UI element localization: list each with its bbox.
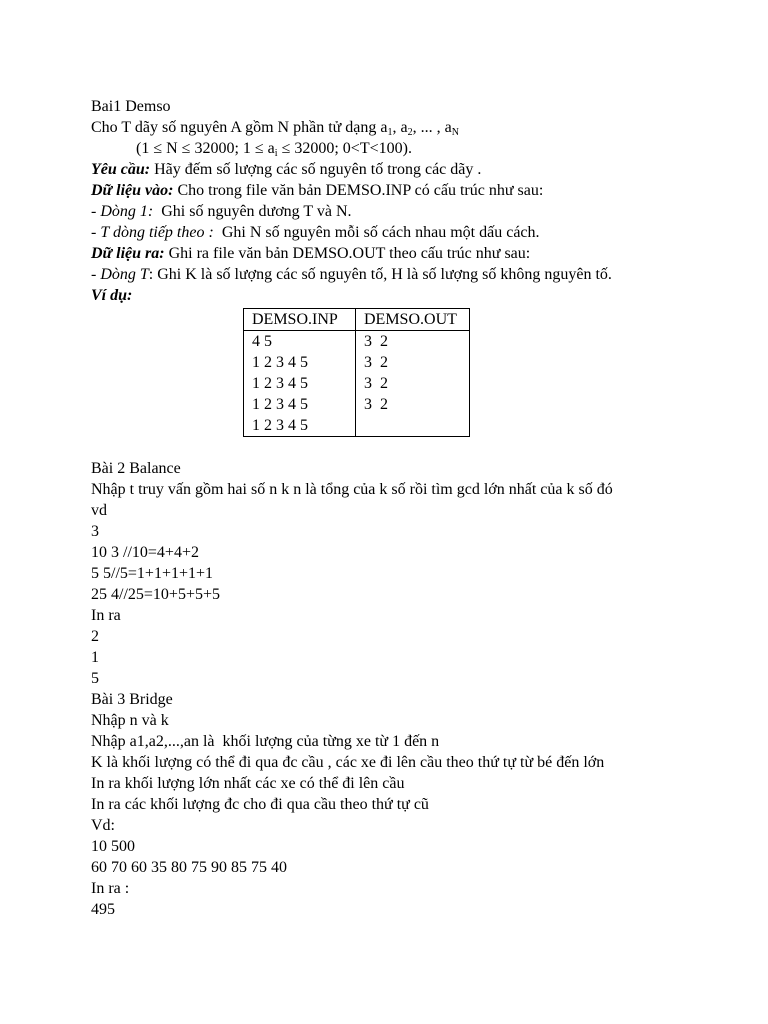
bai3-line: In ra các khối lượng đc cho đi qua cầu theo thứ tự cũ bbox=[91, 796, 429, 813]
bai1-input-spec: Dữ liệu vào: Cho trong file văn bản DEMSO.INP có cấu trúc như sau: bbox=[91, 182, 544, 199]
bai1-requirement: Yêu cầu: Hãy đếm số lượng các số nguyên tố trong các dãy . bbox=[91, 161, 482, 178]
inp-line: 1 2 3 4 5 bbox=[252, 417, 308, 434]
out-line: 3 2 bbox=[364, 375, 388, 392]
bai2-line: 2 bbox=[91, 628, 99, 645]
bai3-line: Nhập n và k bbox=[91, 712, 169, 729]
bai3-title: Bài 3 Bridge bbox=[91, 691, 173, 708]
table-header-inp: DEMSO.INP bbox=[244, 309, 356, 331]
inp-line: 1 2 3 4 5 bbox=[252, 396, 308, 413]
bai1-output-spec: Dữ liệu ra: Ghi ra file văn bản DEMSO.OUT theo cấu trúc như sau: bbox=[91, 245, 531, 262]
out-line: 3 2 bbox=[364, 354, 388, 371]
bai1-example-label: Ví dụ: bbox=[91, 287, 133, 304]
bai3-line: In ra : bbox=[91, 880, 130, 897]
bai1-input-line1: - Dòng 1: Ghi số nguyên dương T và N. bbox=[91, 203, 352, 220]
out-line: 3 2 bbox=[364, 396, 388, 413]
bai1-constraints: (1 ≤ N ≤ 32000; $1 \le a_i \le 32000$; 0<T<100). bbox=[136, 140, 412, 159]
bai2-line: vd bbox=[91, 502, 107, 519]
bai2-line: 5 5//5=1+1+1+1+1 bbox=[91, 565, 214, 582]
out-line: 3 2 bbox=[364, 333, 388, 350]
table-header-out: DEMSO.OUT bbox=[356, 309, 470, 331]
bai1-input-line2: - T dòng tiếp theo : Ghi N số nguyên mỗi số cách nhau một dấu cách. bbox=[91, 224, 540, 241]
bai3-line: Vd: bbox=[91, 817, 115, 834]
inp-line: 1 2 3 4 5 bbox=[252, 375, 308, 392]
bai3-line: 60 70 60 35 80 75 90 85 75 40 bbox=[91, 859, 287, 876]
bai1-output-line: - Dòng T: Ghi K là số lượng các số nguyên tố, H là số lượng số không nguyên tố. bbox=[91, 266, 612, 283]
bai2-title: Bài 2 Balance bbox=[91, 460, 181, 477]
bai2-line: Nhập t truy vấn gồm hai số n k n là tổng của k số rồi tìm gcd lớn nhất của k số đó bbox=[91, 481, 613, 498]
bai3-line: In ra khối lượng lớn nhất các xe có thể đi lên cầu bbox=[91, 775, 405, 792]
bai2-line: 10 3 //10=4+4+2 bbox=[91, 544, 199, 561]
spacer bbox=[91, 437, 731, 458]
document-page bbox=[91, 96, 731, 920]
bai3-line: 495 bbox=[91, 901, 115, 918]
bai2-line: 1 bbox=[91, 649, 99, 666]
table-cell-inp bbox=[244, 331, 356, 437]
inp-line: 4 5 bbox=[252, 333, 272, 350]
bai2-line: In ra bbox=[91, 607, 121, 624]
table-cell-out bbox=[356, 331, 470, 437]
bai2-line: 3 bbox=[91, 523, 99, 540]
example-table bbox=[243, 308, 470, 437]
bai1-title: Bai1 Demso bbox=[91, 98, 171, 115]
inp-line: 1 2 3 4 5 bbox=[252, 354, 308, 371]
bai1-intro: Cho T dãy số nguyên A gồm N phần tử dạng $a_1$, $a_2$, ... , $a_N$ bbox=[91, 119, 459, 138]
bai2-line: 25 4//25=10+5+5+5 bbox=[91, 586, 220, 603]
bai3-line: K là khối lượng có thể đi qua đc cầu , các xe đi lên cầu theo thứ tự từ bé đến lớn bbox=[91, 754, 605, 771]
bai2-line: 5 bbox=[91, 670, 99, 687]
bai3-line: Nhập a1,a2,...,an là khối lượng của từng xe từ 1 đến n bbox=[91, 733, 440, 750]
bai3-line: 10 500 bbox=[91, 838, 135, 855]
